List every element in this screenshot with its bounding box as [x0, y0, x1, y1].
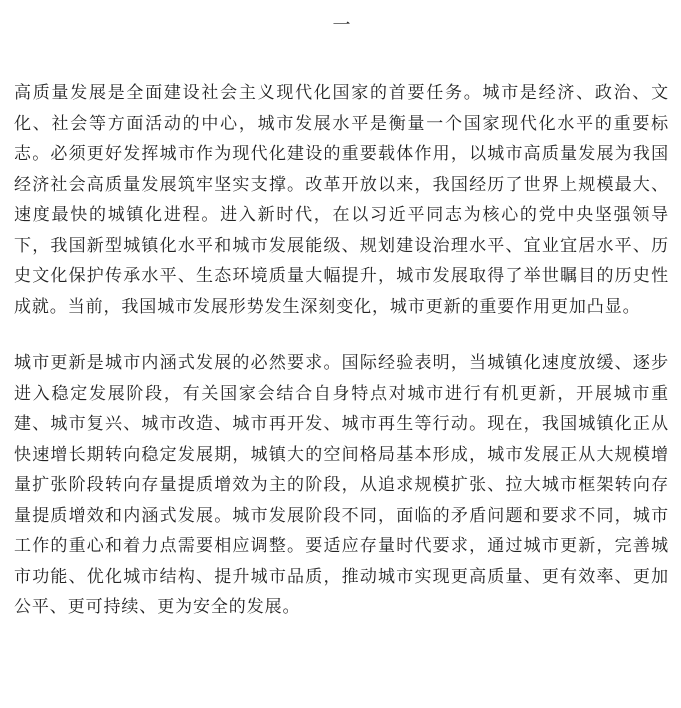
body-paragraph-1: 高质量发展是全面建设社会主义现代化国家的首要任务。城市是经济、政治、文化、社会等方面活动的中心，城市发展水平是衡量一个国家现代化水平的重要标志。必须更好发挥城市作为现代化建设的重要载体作用，以城市高质量发展为我国经济社会高质量发展筑牢坚实支撑。改革开放以来，我国经历了世界上规模最大、速度最快的城镇化进程。进入新时代，在以习近平同志为核心的党中央坚强领导下，我国新型城镇化水平和城市发展能级、规划建设治理水平、宜业宜居水平、历史文化保护传承水平、生态环境质量大幅提升，城市发展取得了举世瞩目的历史性成就。当前，我国城市发展形势发生深刻变化，城市更新的重要作用更加凸显。: [14, 83, 669, 317]
body-paragraph-2: 城市更新是城市内涵式发展的必然要求。国际经验表明，当城镇化速度放缓、逐步进入稳定发展阶段，有关国家会结合自身特点对城市进行有机更新，开展城市重建、城市复兴、城市改造、城市再开发、城市再生等行动。现在，我国城镇化正从快速增长期转向稳定发展期，城镇大的空间格局基本形成，城市发展正从大规模增量扩张阶段转向存量提质增效为主的阶段，从追求规模扩张、拉大城市框架转向存量提质增效和内涵式发展。城市发展阶段不同，面临的矛盾问题和要求不同，城市工作的重心和着力点需要相应调整。要适应存量时代要求，通过城市更新，完善城市功能、优化城市结构、提升城市品质，推动城市实现更高质量、更有效率、更加公平、更可持续、更为安全的发展。: [14, 353, 669, 617]
section-number-heading: 一: [332, 15, 351, 36]
